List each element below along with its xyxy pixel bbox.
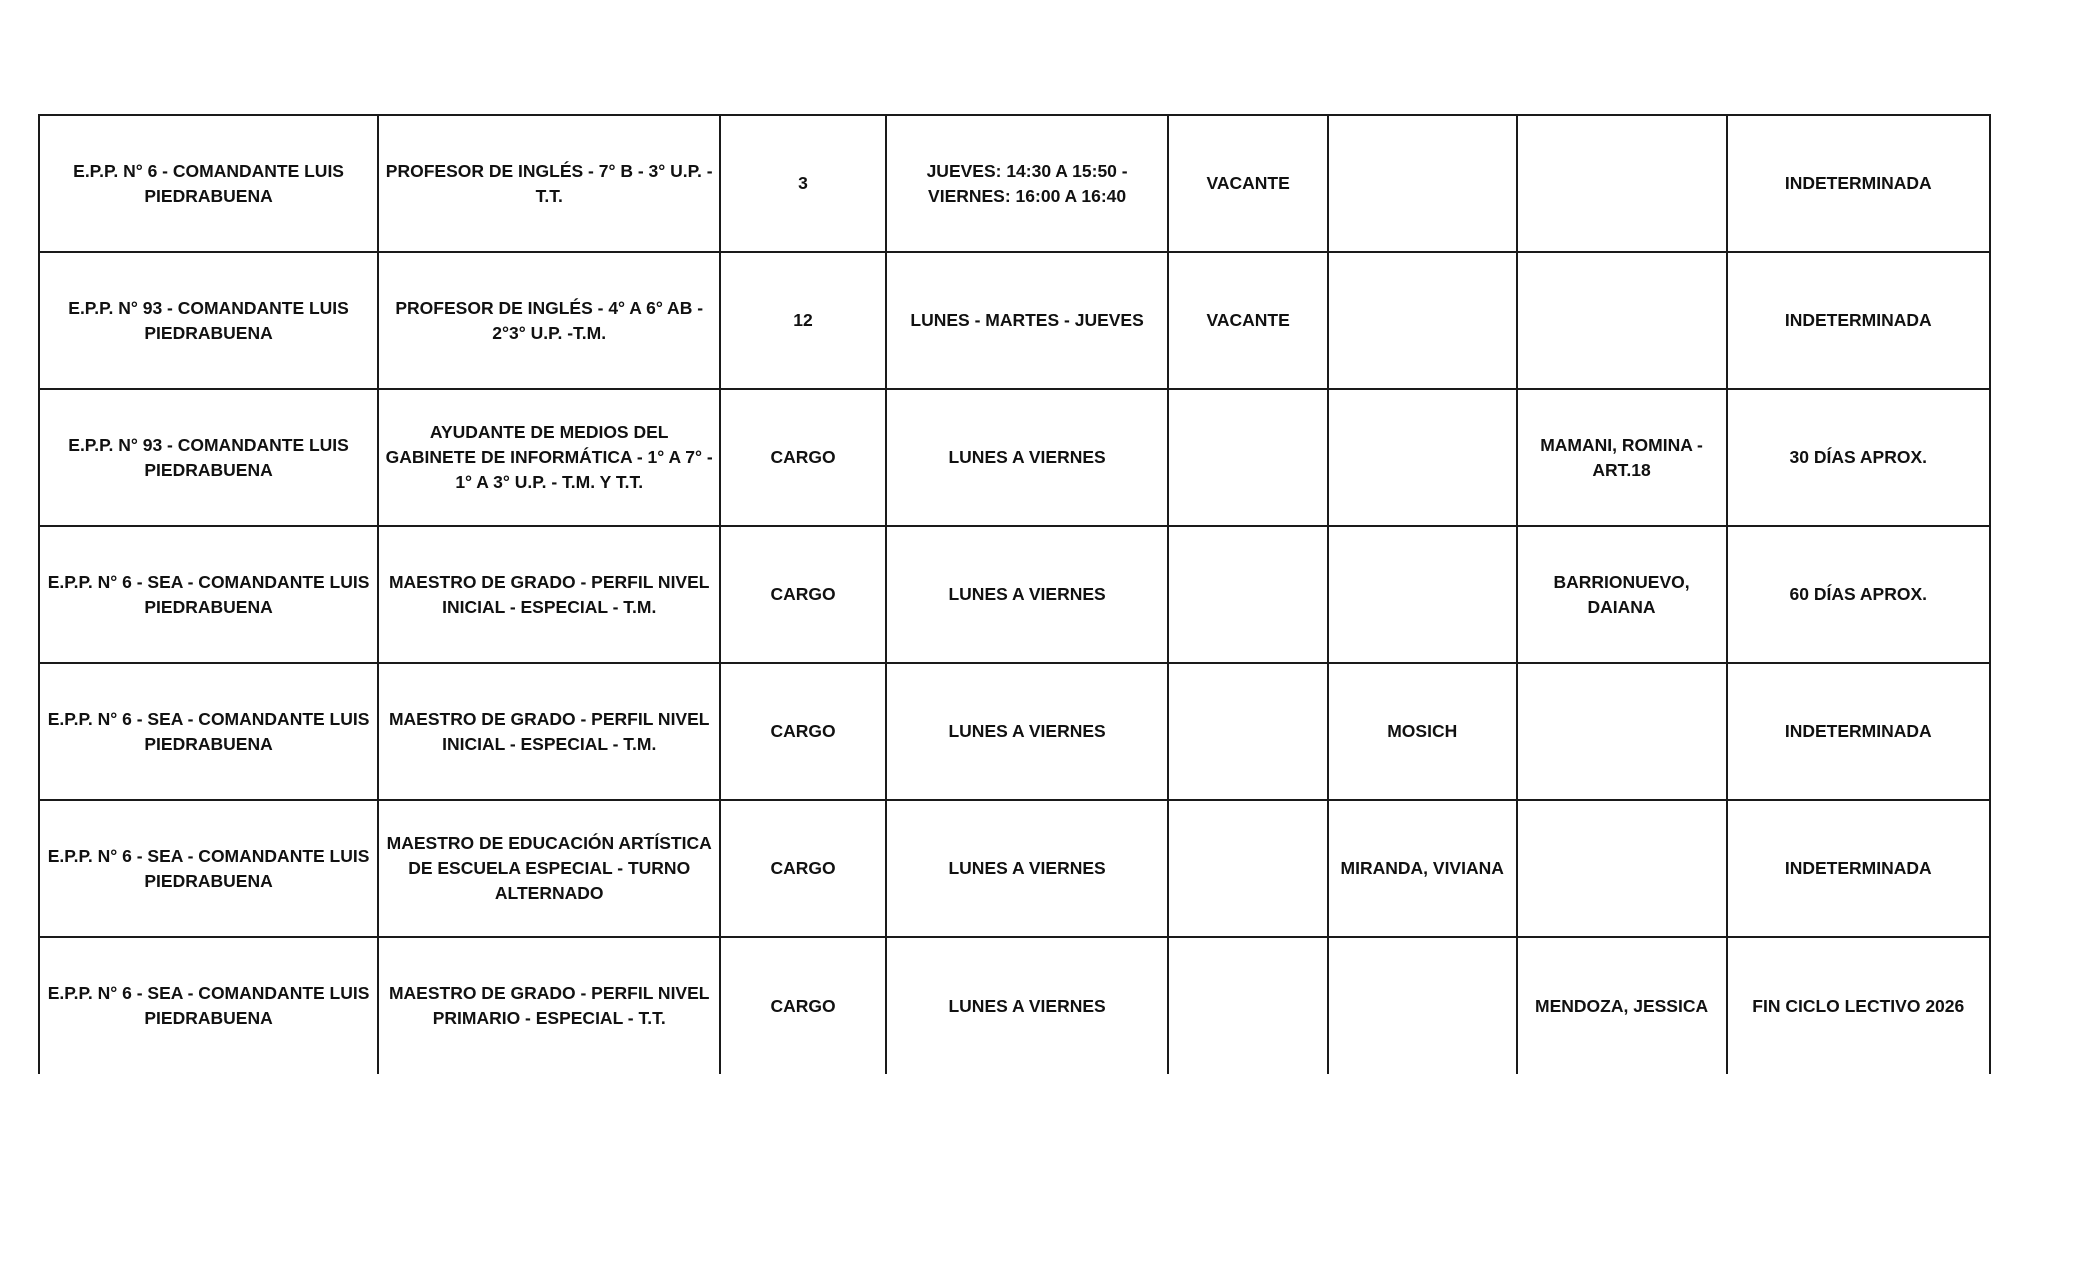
cell-position: MAESTRO DE GRADO - PERFIL NIVEL PRIMARIO - ESPECIAL - T.T. — [378, 937, 720, 1074]
cell-schedule: LUNES A VIERNES — [886, 526, 1169, 663]
cell-duration: INDETERMINADA — [1727, 663, 1990, 800]
cell-holder — [1328, 389, 1517, 526]
cell-holder: MOSICH — [1328, 663, 1517, 800]
cell-replaced — [1517, 800, 1727, 937]
cell-hours: CARGO — [720, 663, 886, 800]
cell-duration: INDETERMINADA — [1727, 800, 1990, 937]
cell-position: MAESTRO DE GRADO - PERFIL NIVEL INICIAL - ESPECIAL - T.M. — [378, 526, 720, 663]
cell-duration: INDETERMINADA — [1727, 115, 1990, 252]
cell-status — [1168, 937, 1327, 1074]
cell-replaced — [1517, 663, 1727, 800]
cell-school: E.P.P. N° 93 - COMANDANTE LUIS PIEDRABUENA — [39, 389, 378, 526]
cell-hours: CARGO — [720, 800, 886, 937]
cell-status: VACANTE — [1168, 115, 1327, 252]
table-row — [39, 526, 1990, 663]
cell-schedule: LUNES - MARTES - JUEVES — [886, 252, 1169, 389]
vacancy-table — [38, 114, 1991, 1074]
cell-position: AYUDANTE DE MEDIOS DEL GABINETE DE INFORMÁTICA - 1° A 7° - 1° A 3° U.P. - T.M. Y T.T. — [378, 389, 720, 526]
cell-holder — [1328, 252, 1517, 389]
cell-status — [1168, 800, 1327, 937]
cell-duration: 60 DÍAS APROX. — [1727, 526, 1990, 663]
cell-hours: CARGO — [720, 526, 886, 663]
cell-hours: CARGO — [720, 937, 886, 1074]
cell-replaced — [1517, 252, 1727, 389]
cell-school: E.P.P. N° 6 - COMANDANTE LUIS PIEDRABUENA — [39, 115, 378, 252]
table-row — [39, 115, 1990, 252]
table-row — [39, 252, 1990, 389]
cell-status — [1168, 389, 1327, 526]
cell-replaced — [1517, 115, 1727, 252]
table-row — [39, 800, 1990, 937]
cell-school: E.P.P. N° 6 - SEA - COMANDANTE LUIS PIEDRABUENA — [39, 663, 378, 800]
cell-position: MAESTRO DE EDUCACIÓN ARTÍSTICA DE ESCUELA ESPECIAL - TURNO ALTERNADO — [378, 800, 720, 937]
cell-holder — [1328, 115, 1517, 252]
cell-school: E.P.P. N° 6 - SEA - COMANDANTE LUIS PIEDRABUENA — [39, 526, 378, 663]
cell-hours: 3 — [720, 115, 886, 252]
cell-hours: CARGO — [720, 389, 886, 526]
cell-duration: FIN CICLO LECTIVO 2026 — [1727, 937, 1990, 1074]
cell-holder — [1328, 526, 1517, 663]
table-row — [39, 663, 1990, 800]
cell-schedule: LUNES A VIERNES — [886, 663, 1169, 800]
table-row — [39, 937, 1990, 1074]
cell-holder: MIRANDA, VIVIANA — [1328, 800, 1517, 937]
cell-hours: 12 — [720, 252, 886, 389]
cell-duration: INDETERMINADA — [1727, 252, 1990, 389]
cell-duration: 30 DÍAS APROX. — [1727, 389, 1990, 526]
cell-schedule: JUEVES: 14:30 A 15:50 - VIERNES: 16:00 A 16:40 — [886, 115, 1169, 252]
cell-replaced: BARRIONUEVO, DAIANA — [1517, 526, 1727, 663]
cell-replaced: MAMANI, ROMINA - ART.18 — [1517, 389, 1727, 526]
cell-holder — [1328, 937, 1517, 1074]
cell-schedule: LUNES A VIERNES — [886, 389, 1169, 526]
cell-position: MAESTRO DE GRADO - PERFIL NIVEL INICIAL - ESPECIAL - T.M. — [378, 663, 720, 800]
cell-status: VACANTE — [1168, 252, 1327, 389]
cell-position: PROFESOR DE INGLÉS - 4° A 6° AB - 2°3° U.P. -T.M. — [378, 252, 720, 389]
cell-replaced: MENDOZA, JESSICA — [1517, 937, 1727, 1074]
table-row — [39, 389, 1990, 526]
cell-schedule: LUNES A VIERNES — [886, 800, 1169, 937]
cell-status — [1168, 526, 1327, 663]
cell-status — [1168, 663, 1327, 800]
table-body — [39, 115, 1990, 1074]
cell-school: E.P.P. N° 6 - SEA - COMANDANTE LUIS PIEDRABUENA — [39, 800, 378, 937]
cell-schedule: LUNES A VIERNES — [886, 937, 1169, 1074]
cell-position: PROFESOR DE INGLÉS - 7° B - 3° U.P. - T.T. — [378, 115, 720, 252]
cell-school: E.P.P. N° 6 - SEA - COMANDANTE LUIS PIEDRABUENA — [39, 937, 378, 1074]
cell-school: E.P.P. N° 93 - COMANDANTE LUIS PIEDRABUENA — [39, 252, 378, 389]
